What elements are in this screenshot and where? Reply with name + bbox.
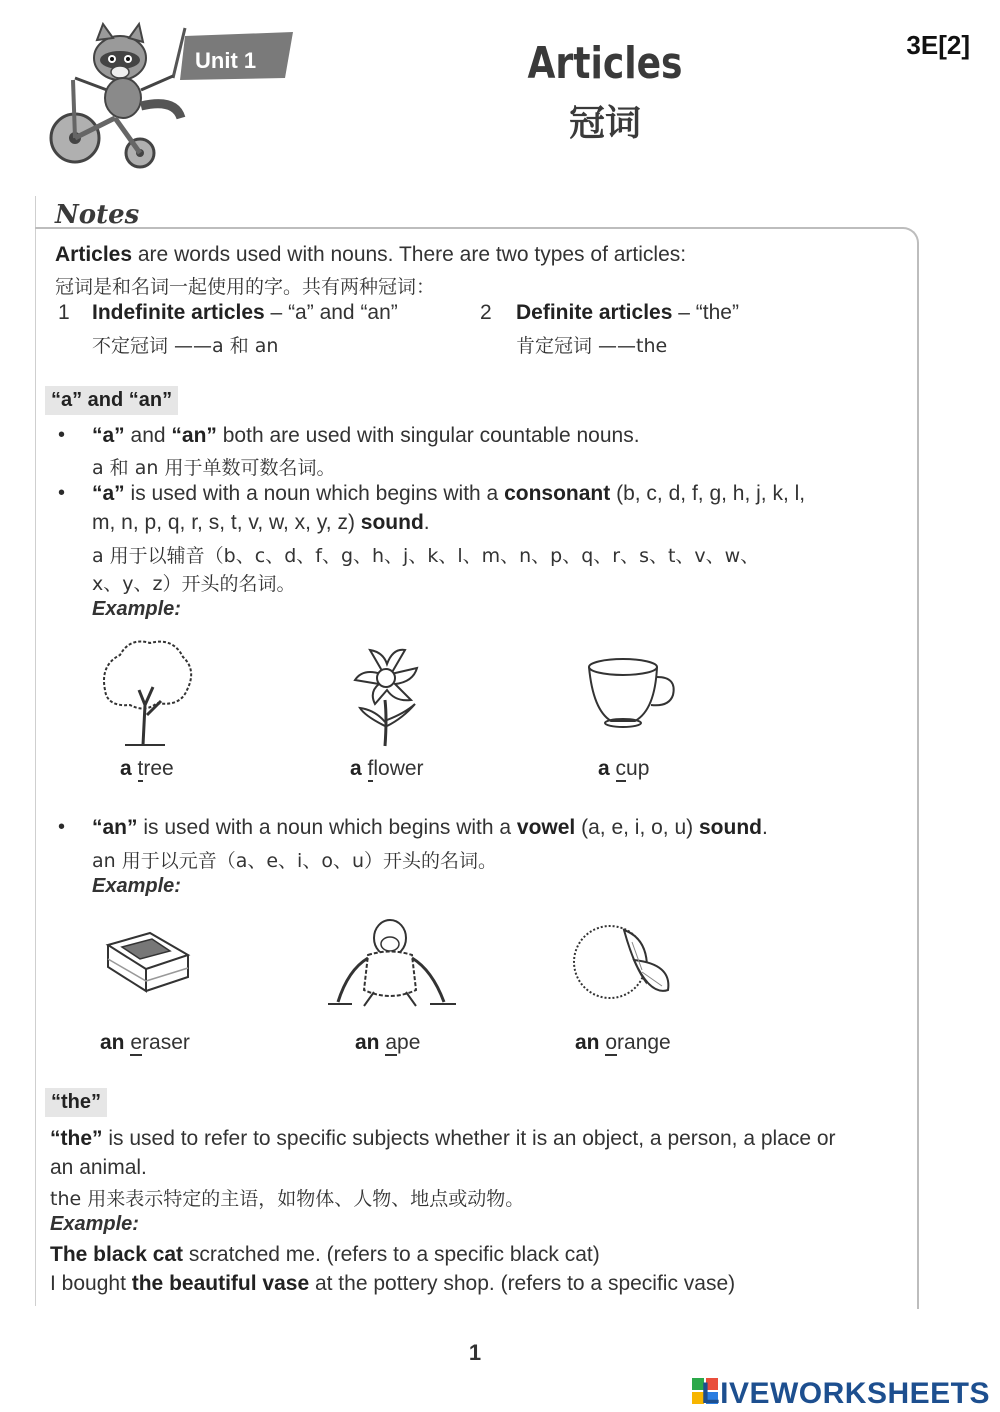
liveworksheets-watermark: LIVEWORKSHEETS (701, 1377, 990, 1410)
type-2-number: 2 (480, 301, 492, 324)
caption-flower-rest: lower (373, 757, 424, 780)
type-2-rest: – “the” (672, 301, 739, 324)
bullet-1-dot: • (58, 424, 66, 446)
caption-orange-first-letter: o (605, 1031, 618, 1054)
caption-ape-first-letter: a (385, 1031, 398, 1054)
bullet-2-chinese-2: x、y、z）开头的名词。 (92, 573, 296, 595)
the-line-2: an animal. (50, 1156, 147, 1179)
caption-cup-article: a (598, 757, 616, 780)
page-number: 1 (468, 1340, 482, 1365)
example-label-the: Example: (50, 1213, 139, 1235)
bullet-1-q1: “a” (92, 424, 125, 447)
bullet-2-q: “a” (92, 482, 125, 505)
section-the-heading: “the” (45, 1088, 107, 1117)
the-chinese: the 用来表示特定的主语，如物体、人物、地点或动物。 (50, 1188, 525, 1210)
caption-orange-rest: range (617, 1031, 671, 1054)
ape-image (318, 910, 463, 1010)
bullet-3-chinese: an 用于以元音（a、e、i、o、u）开头的名词。 (92, 850, 498, 872)
type-1-number: 1 (58, 301, 70, 324)
the-example-2 (50, 1269, 735, 1298)
the-example-1-bold: The black cat (50, 1243, 184, 1266)
bullet-2-sound: sound (360, 511, 424, 534)
the-example-2-bold: the beautiful vase (131, 1272, 310, 1295)
intro-rest: are words used with nouns. There are two types of articles: (132, 243, 687, 266)
caption-eraser-first-letter: e (130, 1031, 143, 1054)
bullet-2-line-2 (92, 508, 430, 537)
intro-line (55, 240, 686, 269)
type-1-line (58, 298, 70, 327)
page-code: 3E[2] (906, 30, 970, 60)
the-line-1 (50, 1124, 836, 1153)
type-1-rest: – “a” and “an” (264, 301, 398, 324)
bullet-3-dot: • (58, 816, 66, 838)
caption-cup-rest: up (626, 757, 650, 780)
bullet-3-vowel: vowel (516, 816, 576, 839)
caption-orange-article: an (575, 1031, 606, 1054)
bullet-1-chinese: a 和 an 用于单数可数名词。 (92, 457, 336, 479)
caption-cup (598, 757, 649, 781)
the-example-1 (50, 1240, 600, 1269)
bullet-3-end: . (761, 816, 768, 839)
caption-flower-article: a (350, 757, 368, 780)
caption-ape-article: an (355, 1031, 386, 1054)
caption-tree-article: a (120, 757, 138, 780)
intro-chinese: 冠词是和名词一起使用的字。共有两种冠词： (55, 276, 436, 298)
bullet-2-dot: • (58, 482, 66, 504)
type-1-text (92, 298, 398, 327)
bullet-1-rest: both are used with singular countable nouns. (216, 424, 640, 447)
the-example-2-rest: at the pottery shop. (refers to a specific vase) (309, 1272, 736, 1295)
type-2-bold: Definite articles (516, 301, 673, 324)
bullet-3-q: “an” (92, 816, 138, 839)
type-2-text (516, 298, 739, 327)
page-title: Articles (527, 38, 683, 89)
tree-image (95, 635, 200, 750)
bullet-3-sound: sound (698, 816, 762, 839)
caption-ape-rest: pe (397, 1031, 421, 1054)
the-example-1-rest: scratched me. (refers to a specific black cat) (183, 1243, 600, 1266)
flower-image (345, 638, 430, 748)
caption-cup-first-letter: c (615, 757, 627, 780)
caption-orange (575, 1031, 671, 1055)
caption-eraser (100, 1031, 190, 1055)
bullet-2-consonant: consonant (504, 482, 611, 505)
example-label-an: Example: (92, 875, 181, 897)
type-1-bold: Indefinite articles (92, 301, 265, 324)
bullet-1-mid: and (124, 424, 172, 447)
bullet-2-line-1 (92, 479, 805, 508)
bullet-2-chinese-1: a 用于以辅音（b、c、d、f、g、h、j、k、l、m、n、p、q、r、s、t、v、w、 (92, 545, 760, 567)
the-example-2-pre: I bought (50, 1272, 132, 1295)
bullet-2-letters: m, n, p, q, r, s, t, v, w, x, y, z) (92, 511, 361, 534)
section-a-an-heading: “a” and “an” (45, 386, 178, 415)
cup-image (585, 655, 680, 730)
caption-flower-first-letter: f (367, 757, 374, 780)
caption-tree-rest: ree (143, 757, 174, 780)
caption-ape (355, 1031, 420, 1055)
type-1-chinese: 不定冠词 ——a 和 an (92, 335, 279, 357)
caption-eraser-article: an (100, 1031, 131, 1054)
caption-flower (350, 757, 424, 781)
bullet-3-text (92, 813, 768, 842)
bullet-2-end: . (423, 511, 430, 534)
bullet-1-q2: “an” (171, 424, 217, 447)
caption-eraser-rest: raser (142, 1031, 190, 1054)
bullet-2-rest1: is used with a noun which begins with a (124, 482, 505, 505)
bullet-2-rest2: (b, c, d, f, g, h, j, k, l, (610, 482, 806, 505)
caption-tree-first-letter: t (137, 757, 144, 780)
unit-label: Unit 1 (195, 48, 257, 73)
eraser-image (100, 925, 195, 1000)
intro-bold: Articles (55, 243, 133, 266)
type-2-chinese: 肯定冠词 ——the (516, 335, 668, 357)
bullet-1-text (92, 421, 640, 450)
bullet-3-rest1: is used with a noun which begins with a (137, 816, 517, 839)
the-line-1-q: “the” (50, 1127, 103, 1150)
bullet-3-rest2: (a, e, i, o, u) (575, 816, 699, 839)
notes-heading: Notes (55, 200, 140, 230)
example-label-a: Example: (92, 598, 181, 620)
page-title-chinese: 冠词 (568, 103, 641, 144)
caption-tree (120, 757, 174, 781)
orange-image (572, 920, 677, 1005)
the-line-1-rest: is used to refer to specific subjects whether it is an object, a person, a place or (102, 1127, 836, 1150)
